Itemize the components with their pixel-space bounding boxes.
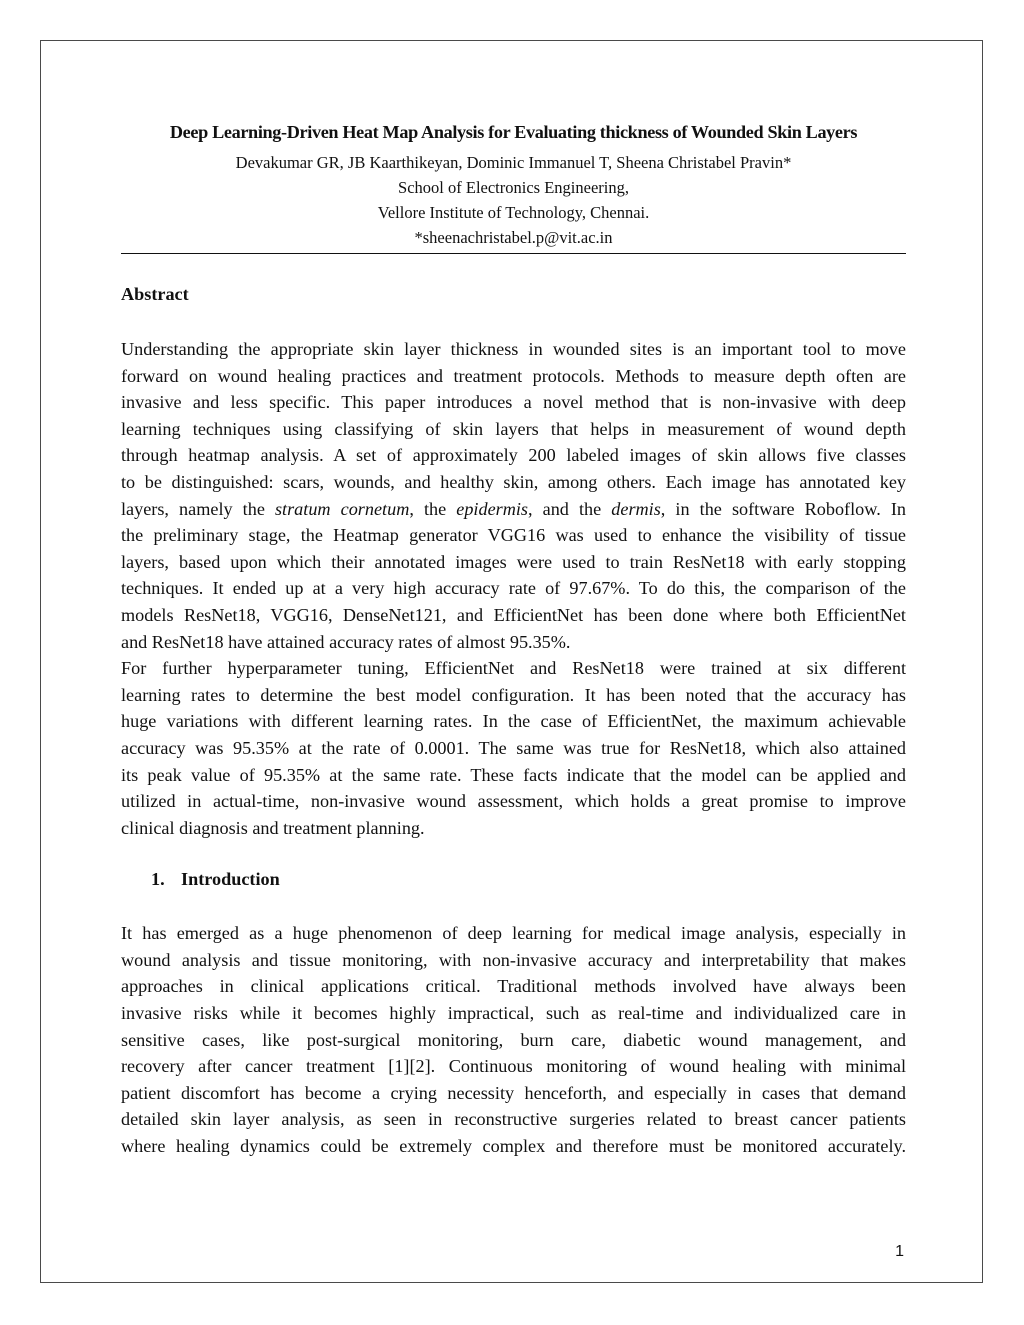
text-line: patient discomfort has become a crying necessity henceforth, and especially in cases that demand — [121, 1082, 906, 1103]
abstract-heading: Abstract — [121, 284, 189, 304]
section-number: 1. — [151, 869, 165, 890]
text-run: , and the — [528, 498, 612, 519]
text-run: , the — [409, 498, 457, 519]
corresponding-email: *sheenachristabel.p@vit.ac.in — [414, 228, 613, 247]
text-line: to be distinguished: scars, wounds, and healthy skin, among others. Each image has annotated key — [121, 471, 906, 492]
text-line: detailed skin layer analysis, as seen in reconstructive surgeries related to breast cancer patients — [121, 1109, 906, 1130]
text-line: accuracy was 95.35% at the rate of 0.0001. The same was true for ResNet18, which also attained — [121, 737, 906, 758]
term-dermis: dermis — [611, 498, 661, 519]
text-line: through heatmap analysis. A set of approximately 200 labeled images of skin allows five classes — [121, 445, 906, 466]
text-line: techniques. It ended up at a very high accuracy rate of 97.67%. To do this, the comparison of the — [121, 578, 906, 599]
text-run: , in the software Roboflow. In — [660, 498, 906, 519]
text-line: recovery after cancer treatment [1][2]. Continuous monitoring of wound healing with minimal — [121, 1056, 906, 1077]
affiliation-school: School of Electronics Engineering, — [398, 178, 629, 197]
text-line: models ResNet18, VGG16, DenseNet121, and EfficientNet has been done where both EfficientNet — [121, 604, 906, 625]
author-list: Devakumar GR, JB Kaarthikeyan, Dominic Immanuel T, Sheena Christabel Pravin* — [235, 153, 792, 172]
text-line: invasive risks while it becomes highly impractical, such as real-time and individualized care in — [121, 1003, 906, 1024]
header-divider — [121, 253, 906, 254]
text-line: its peak value of 95.35% at the same rate. These facts indicate that the model can be applied and — [121, 764, 906, 785]
abstract-paragraph-1 — [121, 336, 906, 655]
text-line: wound analysis and tissue monitoring, with non-invasive accuracy and interpretability that makes — [121, 949, 906, 970]
abstract-paragraph-2 — [121, 655, 906, 841]
text-line: learning techniques using classifying of skin layers that helps in measurement of wound depth — [121, 418, 906, 439]
text-run: layers, namely the — [121, 498, 275, 519]
paper-title: Deep Learning-Driven Heat Map Analysis for Evaluating thickness of Wounded Skin Layers — [169, 122, 858, 142]
page-number: 1 — [895, 1243, 904, 1260]
text-line: the preliminary stage, the Heatmap generator VGG16 was used to enhance the visibility of tissue — [121, 525, 906, 546]
introduction-heading — [121, 867, 906, 891]
text-line: huge variations with different learning rates. In the case of EfficientNet, the maximum achievable — [121, 711, 906, 732]
text-line: sensitive cases, like post-surgical monitoring, burn care, diabetic wound management, and — [121, 1029, 906, 1050]
term-epidermis: epidermis — [456, 498, 528, 519]
introduction-paragraph — [121, 920, 906, 1159]
text-line: It has emerged as a huge phenomenon of deep learning for medical image analysis, especially in — [121, 923, 906, 944]
affiliation-institute: Vellore Institute of Technology, Chennai. — [377, 203, 650, 222]
text-line: where healing dynamics could be extremely complex and therefore must be monitored accurately. — [121, 1136, 906, 1157]
text-line: clinical diagnosis and treatment planning. — [121, 817, 425, 838]
text-line: and ResNet18 have attained accuracy rates of almost 95.35%. — [121, 631, 571, 652]
text-line: approaches in clinical applications critical. Traditional methods involved have always been — [121, 976, 906, 997]
text-line: forward on wound healing practices and treatment protocols. Methods to measure depth often are — [121, 365, 906, 386]
text-line: layers, based upon which their annotated images were used to train ResNet18 with early stopping — [121, 551, 906, 572]
text-line: Understanding the appropriate skin layer thickness in wounded sites is an important tool to move — [121, 339, 906, 359]
text-line: learning rates to determine the best model configuration. It has been noted that the accuracy has — [121, 684, 906, 705]
text-line-skin-layers — [121, 496, 906, 523]
term-stratum-cornetum: stratum cornetum — [274, 498, 410, 519]
section-title: Introduction — [181, 869, 280, 890]
text-line: invasive and less specific. This paper introduces a novel method that is non-invasive with deep — [121, 392, 906, 413]
text-line: For further hyperparameter tuning, EfficientNet and ResNet18 were trained at six different — [121, 658, 906, 679]
text-line: utilized in actual-time, non-invasive wound assessment, which holds a great promise to improve — [121, 791, 906, 812]
page-content — [121, 120, 906, 1160]
